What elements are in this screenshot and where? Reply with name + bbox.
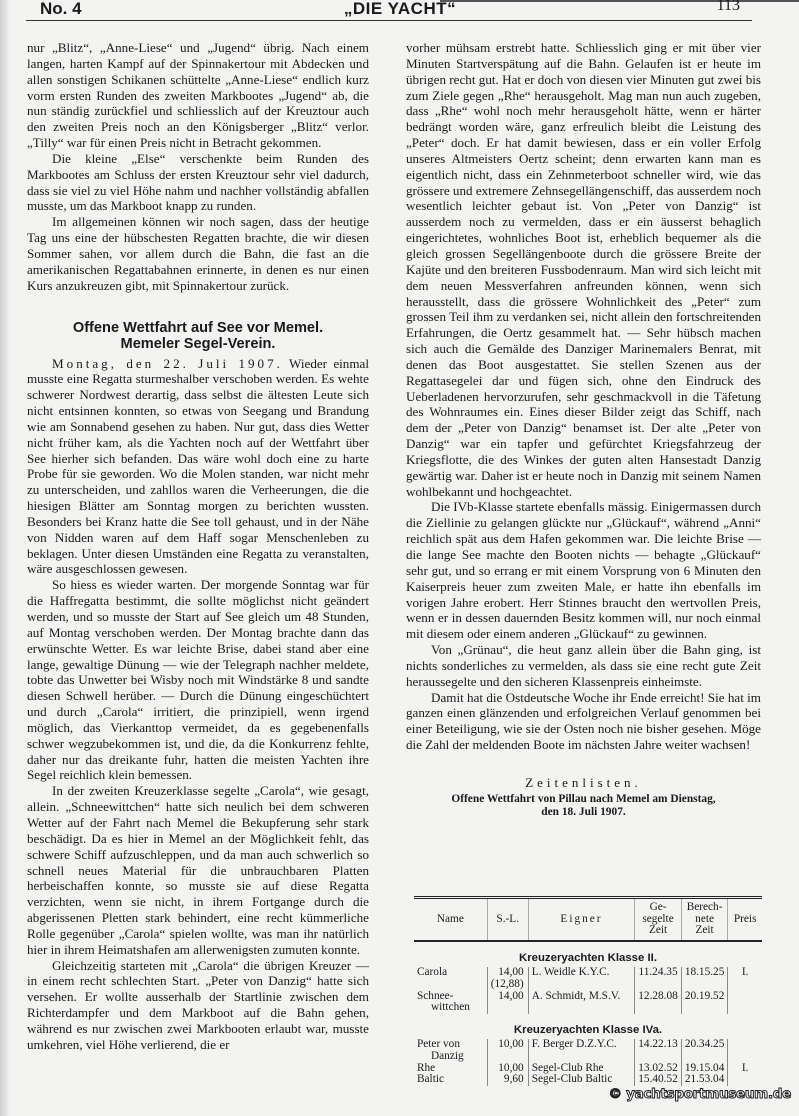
paragraph: So hiess es wieder warten. Der morgende Sonntag war für die Haffregatta bestimmt, die sollte möglichst nicht geändert werden, und so musste der Start auf See gleich um 48 Stunden, auf Montag verschoben werden. Der Montag brachte dann das erwünschte Wetter. Es war leichte Brise, dabei stand aber eine lange, gewaltige Dünung — wie der Telegraph nachher meldete, tobte das Unwetter bei Wisby noch mit Windstärke 8 und sandte diesen Schwell herüber. — Durch die Dünung eingeschüchtert und durch „Carola“ irritiert, die prinzipiell, wenn irgend möglich, das Vierkanttop vermeidet, da es gegebenenfalls schwer wegzubekommen ist, und die, da die Konkurrenz fehlte, daher nur das dreikante fuhr, hatten die meisten Yachten ihre Segel reichlich klein bemessen. [27, 577, 369, 783]
col-header-preis: Preis [733, 912, 757, 925]
cell-sl: 10,00 [487, 1039, 528, 1062]
cell-gesegelt: 11.24.35 [635, 967, 682, 990]
table-header-row [414, 898, 762, 941]
cell-sl [487, 967, 528, 990]
cell-sl: 10,00 [487, 1063, 528, 1075]
table-row [414, 991, 762, 1014]
magazine-title: „DIE YACHT“ [343, 0, 457, 18]
page-header [40, 0, 760, 22]
results-table [414, 896, 762, 1086]
cell-berechnet: 20.34.25 [681, 1039, 728, 1062]
paragraph [27, 356, 369, 578]
results-table-container [414, 896, 762, 1086]
header-line: Zeit [695, 924, 714, 937]
name-line-cont: Danzig [431, 1049, 464, 1062]
name-line: Peter von [417, 1038, 460, 1051]
table-row [414, 1039, 762, 1062]
cell-berechnet: 20.19.52 [681, 991, 728, 1014]
cell-gesegelt: 15.40.52 [635, 1074, 682, 1086]
cell-gesegelt: 14.22.13 [635, 1039, 682, 1062]
cell-gesegelt: 12.28.08 [635, 991, 682, 1014]
dateline: Montag, den 22. Juli 1907. [52, 355, 283, 371]
paragraph: Im allgemeinen können wir noch sagen, dass der heutige Tag uns eine der hübschesten Regatten brachte, die wir diesen Sommer sahen, vor allem durch die Bahn, die fast an die amerikanischen Regattabahnen erinnerte, in denen es nur einen Kurs anzukreuzen gibt, mit Spinnakertour zurück. [27, 214, 369, 293]
col-header-sl: S.-L. [487, 898, 528, 941]
header-line: nete [695, 912, 714, 925]
cell-gesegelt: 13.02.52 [635, 1063, 682, 1075]
cell-name: Rhe [414, 1063, 487, 1075]
paragraph: Die IVb-Klasse startete ebenfalls mässig. Einigermassen durch die Ziellinie zu gelangen glückte nur „Glückauf“, während „Anni“ reichlich spät aus dem Hafen gekommen war. Die leichte Brise — die lange See machte den Booten nichts — behagte „Glückauf“ sehr gut, und so errang er mit einem Vorsprung von 6 Minuten den Kaiserpreis heuer zum zweiten Male, er hatte ihn ebenfalls im vorigen Jahre erobert. Herr Stinnes braucht den wertvollen Preis, wenn er in dessen dauernden Besitz kommen will, nur noch einmal mit diesem oder einem anderen „Glückauf“ zu gewinnen. [406, 499, 761, 642]
section-heading-line2: Memeler Segel-Verein. [120, 335, 276, 352]
header-line: Berech- [686, 901, 723, 913]
paragraph: Gleichzeitig starteten mit „Carola“ die übrigen Kreuzer — in einem recht schlechten Start. „Peter von Danzig“ hatte sich versehen. Er wollte ausserhalb der Startlinie zwischen dem Richterdampfer und dem Markboot auf die Bahn gehen, während es nur zwischen zwei Markbooten erlaubt war, musste umkehren, viel Höhe verlierend, die er [27, 957, 369, 1052]
paragraph: nur „Blitz“, „Anne-Liese“ und „Jugend“ übrig. Nach einem langen, harten Kampf auf der Spinnakertour mit Abdecken und allen sonstigen Schikanen schüttelte „Anne-Liese“ endlich kurz vorm ersten Runden des zweiten Markbootes „Jugend“ ab, die nun ständig zurückfiel und schliesslich auf der Kreuztour auch den zweiten Preis noch an den Königsberger „Blitz“ verlor. „Tilly“ war für einen Preis nicht in Betracht gekommen. [27, 40, 369, 151]
page-number: 113 [716, 0, 740, 14]
section-heading-line1: Offene Wettfahrt auf See vor Memel. [72, 319, 324, 336]
table-caption-line2: den 18. Juli 1907. [541, 806, 626, 819]
name-line-cont: wittchen [431, 1001, 470, 1014]
header-rule [26, 20, 752, 21]
class-heading-row [414, 941, 762, 968]
paragraph: Damit hat die Ostdeutsche Woche ihr Ende erreicht! Sie hat im ganzen einen glänzenden und erfolgreichen Verlauf genommen bei einer Beteiligung, wie sie der Osten noch nie bisher gesehen. Möge die Zahl der meldenden Boote im nächsten Jahre weiter wachsen! [406, 689, 761, 753]
paragraph: vorher mühsam erstrebt hatte. Schliesslich ging er mit über vier Minuten Startverspätung auf die Bahn. Gelaufen ist er heute im übrigen recht gut. Hat er doch von diesen vier Minuten gut zwei bis zum Ziele gegen „Rhe“ herausgeholt. Mag man nun auch zugeben, dass „Rhe“ wohl noch mehr herausgeholt hätte, wenn er härter bedrängt worden wäre, ganz erfreulich bleibt die Leistung des „Peter“ doch. Er hat damit bewiesen, dass er ein voller Erfolg unseres Altmeisters Oertz scheint; denn erwarten kann man es eigentlich nicht, dass ein Zehnmeterboot schneller wird, wie das grössere und extremere Zehnsegellängenschiff, das ausserdem noch wesentlich leichter gebaut ist. Von „Peter von Danzig“ ist ausserdem noch zu vermelden, dass er ein äusserst behaglich eingerichtetes, wohnliches Boot ist, erheblich bequemer als die gleich grossen Segellängenboote durch die grössere Breite der Kajüte und den breiteren Fussbodenraum. Man wird sich leicht mit dem neuen Messverfahren anfreunden können, wenn sich herausstellt, dass die grössere Wohnlichkeit des „Peter“ zum grossen Teil ihm zu verdanken sei, nicht allein den fortschreitenden Erfahrungen, die Oertz gesammelt hat. — Sehr hübsch machen sich auch die Gemälde des Danziger Marinemalers Benrat, mit denen das Boot ausgestattet. Sie stellen Szenen aus der Regattasegelei dar und fügen sich, ohne den Eindruck des Ueberladenen hervorzurufen, sehr geschmackvoll in die Täfetung des Wohnraumes ein. Eines dieser Bilder zeigt das Schiff, nach dem der „Peter von Danzig“ benamset ist. Der alte „Peter von Danzig“ war ein tapfer und gefürchtet Kriegsfahrzeug der Kriegsflotte, die des Winkes der guten alten Hansestadt Danzig gewärtig war. Daher ist er heute noch in Danzig mit seinem Namen wohlbekannt und hochgeachtet. [406, 40, 761, 499]
cell-preis [728, 1074, 762, 1086]
left-column [27, 40, 369, 1053]
section-heading [27, 320, 369, 352]
cell-berechnet: 21.53.04 [681, 1074, 728, 1086]
cell-eigner: Segel-Club Rhe [528, 1063, 635, 1075]
cell-name: Carola [414, 967, 487, 990]
cell-sl: 9,60 [487, 1074, 528, 1086]
cell-preis: I. [741, 966, 749, 979]
cell-preis [728, 991, 762, 1014]
header-line: segelte [642, 912, 674, 925]
cell-eigner: Segel-Club Baltic [528, 1074, 635, 1086]
paragraph: In der zweiten Kreuzerklasse segelte „Carola“, wie gesagt, allein. „Schneewittchen“ hatte sich neulich bei dem schweren Wetter auf der Fahrt nach Memel die Bekupferung sehr stark beschädigt. Da es hier in Memel an der Möglichkeit fehlt, das schwere Schiff aufzuschleppen, und da man auch schwerlich so schnell neues Material für die unbrauchbaren Platten herbeischaffen konnte, so musste sie auf diese Regatta verzichten, wenn sie nicht, in ihrem Fortgange durch die abgerissenen Pletten stark behindert, eine recht kümmerliche Rolle gegenüber „Carola“ spielen wollte, was man ihr natürlich hier in ihrem Heimatshafen am allerwenigsten zumuten konnte. [27, 783, 369, 957]
class-heading: Kreuzeryachten Klasse IVa. [513, 1023, 663, 1036]
table-row [414, 1074, 762, 1086]
header-line: Ge- [649, 901, 667, 913]
class-heading: Kreuzeryachten Klasse II. [518, 951, 658, 964]
cell-name [414, 991, 487, 1014]
cell-berechnet: 19.15.04 [681, 1063, 728, 1075]
col-header-gesegelte-zeit [635, 898, 682, 941]
paragraph: Von „Grünau“, die heut ganz allein über die Bahn ging, ist nichts sonderliches zu vermelden, als dass sie eine recht gute Zeit heraussegelte und den sicheren Klassenpreis einheimste. [406, 642, 761, 689]
right-column [406, 40, 761, 820]
class-heading-row [414, 1014, 762, 1040]
cell-eigner: F. Berger D.Z.Y.C. [528, 1039, 635, 1062]
cell-eigner: A. Schmidt, M.S.V. [528, 991, 635, 1014]
col-header-name: Name [414, 898, 487, 941]
cell-berechnet: 18.15.25 [681, 967, 728, 990]
cell-name [414, 1039, 487, 1062]
col-header-eigner: Eigner [528, 898, 635, 941]
sl-sub-value: (12,88) [490, 977, 524, 990]
cell-preis [728, 1039, 762, 1062]
sl-value: 14,00 [498, 966, 524, 979]
paragraph-text: Wieder einmal musste eine Regatta sturmeshalber verschoben werden. Es wehte schwerer Nordwest derartig, dass selbst die ältesten Leute sich nicht entsinnen konnten, so etwas von Seegang und Brandung wie am Sonnabend gesehen zu haben. Nur gut, dass dies Wetter nicht früher kam, als die Yachten noch auf der Wettfahrt über See hierher sich befanden. Das wäre wohl doch eine zu harte Probe für sie geworden. Wo die Molen standen, war nicht mehr zu unterscheiden, und zahllos waren die Verheerungen, die die hiesigen Blätter am Sonntag morgen zu berichten wussten. Besonders bei Kranz hatte die See toll gehaust, und in der Nähe von Nidden waren auf dem Haff sogar Menschenleben zu beklagen. Unter diesen Umständen eine Regatta zu veranstalten, wäre ausgeschlossen gewesen. [27, 355, 369, 577]
cell-name: Baltic [414, 1074, 487, 1086]
cell-eigner: L. Weidle K.Y.C. [528, 967, 635, 990]
cell-preis: I. [741, 1061, 749, 1074]
table-row [414, 967, 762, 990]
table-caption-line1: Offene Wettfahrt von Pillau nach Memel am Dienstag, [451, 792, 716, 805]
header-line: Zeit [648, 924, 668, 937]
issue-number: No. 4 [40, 0, 82, 18]
cell-sl: 14,00 [487, 991, 528, 1014]
copyright-watermark: © yachtsportmuseum.de [608, 1086, 791, 1102]
name-line: Schnee- [417, 989, 454, 1002]
page-edge-shadow [0, 0, 10, 1116]
zeitenlisten-title: Zeitenlisten. [525, 774, 642, 790]
paragraph: Die kleine „Else“ verschenkte beim Runden des Markbootes am Schluss der ersten Kreuztour sehr viel dadurch, dass sie viel zu viel Höhe nahm und nachher vollständig abfallen musste, um das Markboot knapp zu runden. [27, 150, 369, 214]
col-header-berechnete-zeit [681, 898, 728, 941]
